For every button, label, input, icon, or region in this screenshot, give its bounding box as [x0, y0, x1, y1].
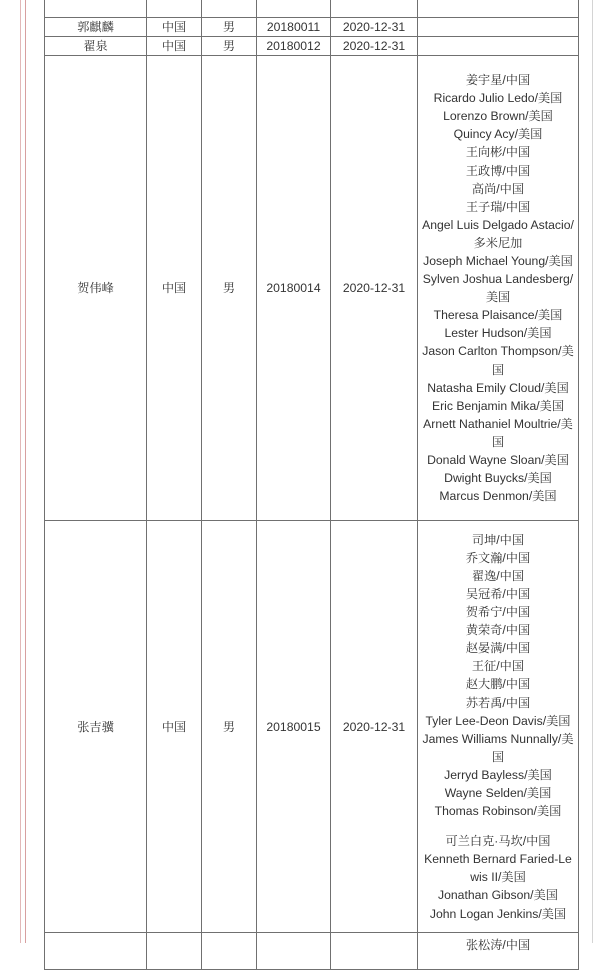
- table-row: [45, 37, 579, 56]
- partner-entry: 王向彬/中国: [465, 145, 531, 160]
- country-cell: [147, 933, 202, 970]
- name-cell: [45, 0, 147, 18]
- partner-entry: 苏若禹/中国: [465, 695, 531, 710]
- partner-entry: Quincy Acy/美国: [453, 127, 543, 142]
- partner-entry: Jonathan Gibson/美国: [438, 888, 558, 903]
- name-cell: 郭麒麟: [45, 18, 147, 37]
- partner-entry: Donald Wayne Sloan/美国: [427, 453, 569, 468]
- date-cell: 2020-12-31: [331, 521, 418, 933]
- partner-entry: James Williams Nunnally/美国: [422, 731, 574, 764]
- partner-entry: Dwight Buycks/美国: [444, 471, 552, 486]
- name-cell: 贺伟峰: [45, 56, 147, 521]
- partner-entry: John Logan Jenkins/美国: [429, 906, 567, 921]
- partner-entry: Arnett Nathaniel Moultrie/美国: [423, 416, 573, 449]
- id-cell: [257, 0, 331, 18]
- name-cell: 翟泉: [45, 37, 147, 56]
- partner-entry: 可兰白克·马坎/中国: [445, 834, 551, 849]
- id-cell: 20180015: [257, 521, 331, 933]
- name-cell: 张吉骥: [45, 521, 147, 933]
- table-row: [45, 0, 579, 18]
- partner-entry: Jerryd Bayless/美国: [444, 767, 552, 782]
- gender-cell: [202, 0, 257, 18]
- partners-cell: [418, 933, 579, 970]
- country-cell: 中国: [147, 56, 202, 521]
- gender-cell: 男: [202, 56, 257, 521]
- id-cell: 20180012: [257, 37, 331, 56]
- partner-entry: 王子瑞/中国: [465, 199, 531, 214]
- partner-entry: Kenneth Bernard Faried-Lewis II/美国: [424, 852, 572, 885]
- page-right-border: [592, 0, 593, 943]
- partners-cell: [418, 37, 579, 56]
- partners-cell: [418, 521, 579, 933]
- partners-cell: [418, 56, 579, 521]
- partner-entry: Eric Benjamin Mika/美国: [431, 398, 565, 413]
- table-row: [45, 521, 579, 933]
- partner-entry: Wayne Selden/美国: [444, 786, 552, 801]
- partner-entry: 高尚/中国: [471, 181, 525, 196]
- partner-entry: Lester Hudson/美国: [444, 326, 552, 341]
- partner-entry: Jason Carlton Thompson/美国: [422, 344, 574, 377]
- country-cell: 中国: [147, 521, 202, 933]
- partner-entry: Natasha Emily Cloud/美国: [427, 380, 569, 395]
- country-cell: [147, 0, 202, 18]
- partner-entry: Tyler Lee-Deon Davis/美国: [425, 713, 571, 728]
- country-cell: 中国: [147, 37, 202, 56]
- partner-entry: Lorenzo Brown/美国: [443, 109, 553, 124]
- gender-cell: 男: [202, 37, 257, 56]
- id-cell: 20180014: [257, 56, 331, 521]
- id-cell: [257, 933, 331, 970]
- partner-entry: Thomas Robinson/美国: [434, 804, 562, 819]
- date-cell: [331, 933, 418, 970]
- registration-table: [44, 0, 579, 970]
- date-cell: 2020-12-31: [331, 56, 418, 521]
- partner-entry: 赵晏满/中国: [465, 641, 531, 656]
- page-left-border-inner: [25, 0, 26, 943]
- table-row: [45, 18, 579, 37]
- partner-entry: Angel Luis Delgado Astacio/多米尼加: [422, 217, 574, 250]
- partner-entry: 吴冠希/中国: [465, 586, 531, 601]
- partner-entry: 司坤/中国: [471, 532, 525, 547]
- partner-entry: Theresa Plaisance/美国: [433, 308, 563, 323]
- partners-cell: [418, 18, 579, 37]
- partner-entry: 王政博/中国: [465, 163, 531, 178]
- partner-entry: 赵大鹏/中国: [465, 677, 531, 692]
- table-row: [45, 933, 579, 970]
- name-cell: [45, 933, 147, 970]
- partner-entry: 贺希宁/中国: [465, 605, 531, 620]
- partner-entry: 翟逸/中国: [471, 568, 525, 583]
- page-left-border: [20, 0, 21, 943]
- partner-entry: Joseph Michael Young/美国: [423, 254, 573, 268]
- gender-cell: 男: [202, 521, 257, 933]
- partner-entry: 乔文瀚/中国: [465, 550, 531, 565]
- partner-spacer: [420, 820, 576, 832]
- partner-entry: 姜宇星/中国: [465, 73, 531, 88]
- partner-entry: Sylven Joshua Landesberg/美国: [422, 272, 574, 305]
- partner-entry: Ricardo Julio Ledo/美国: [433, 91, 563, 106]
- gender-cell: 男: [202, 18, 257, 37]
- country-cell: 中国: [147, 18, 202, 37]
- partner-entry: 黄荣奇/中国: [465, 623, 531, 638]
- date-cell: 2020-12-31: [331, 37, 418, 56]
- date-cell: 2020-12-31: [331, 18, 418, 37]
- id-cell: 20180011: [257, 18, 331, 37]
- partner-entry: Marcus Denmon/美国: [439, 489, 557, 504]
- gender-cell: [202, 933, 257, 970]
- partners-cell: [418, 0, 579, 18]
- table-row: [45, 56, 579, 521]
- partner-entry: 王征/中国: [471, 659, 525, 674]
- partner-entry: 张松涛/中国: [465, 938, 531, 953]
- date-cell: [331, 0, 418, 18]
